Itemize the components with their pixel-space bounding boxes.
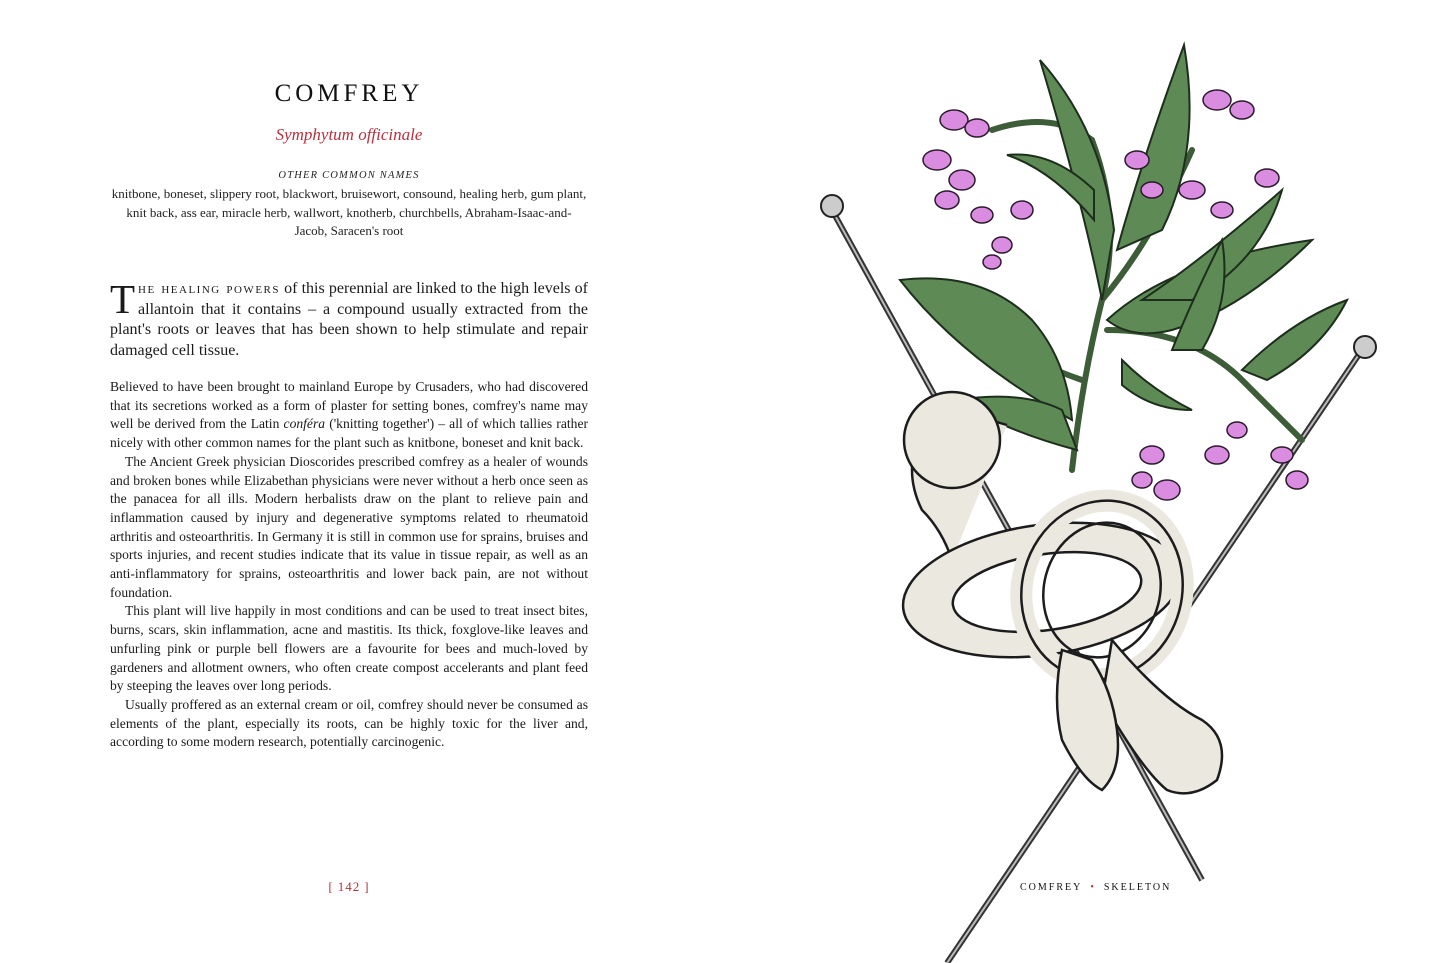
latin-name: Symphytum officinale xyxy=(275,125,423,144)
other-names-label: OTHER COMMON NAMES xyxy=(278,170,420,181)
paragraph-4: Usually proffered as an external cream or oil, comfrey should never be consumed as elements of the plant, especially its roots, can be highly toxic for the liver and, according to some modern research, potentially carcinogenic. xyxy=(110,696,588,750)
bracket-close: ] xyxy=(364,879,370,894)
paragraph-3: This plant will live happily in most conditions and can be used to treat insect bites, burns, scars, skin inflammation, acne and mastitis. Its thick, foxglove-like leaves and unfurling pink or purple bell flowers are a favourite for bees and much-loved by gardeners and allotment owners, who often create compost accelerants and plant feed by steeping the leaves over long periods. xyxy=(110,603,588,694)
illustration-caption xyxy=(1020,882,1171,893)
comfrey-skeleton-illustration xyxy=(722,0,1445,963)
other-names-text: knitbone, boneset, slippery root, blackwort, bruisewort, consound, healing herb, gum plant, knit back, ass ear, miracle herb, wallwort, knotherb, churchbells, Abraham-Isaac-and-Jacob, Saracen's root xyxy=(111,186,587,239)
page-number xyxy=(110,879,588,895)
paragraph-1-part-a: Believed to have been brought to mainland Europe by Crusaders, who had discovered that its secretions worked as a form of plaster for setting bones, comfrey's name may well be derived from the Latin xyxy=(110,379,588,432)
comfrey-leaves xyxy=(900,45,1347,450)
page-number-value: 142 xyxy=(337,879,361,894)
lead-text: of this perennial are linked to the high levels of allantoin that it contains – a compound usually extracted from the plant's roots or leaves that has been shown to help stimulate and repair damaged cell tissue. xyxy=(110,280,588,359)
bracket-open: [ xyxy=(328,879,334,894)
paragraph-1 xyxy=(110,378,588,453)
drop-cap: T xyxy=(110,276,136,322)
caption-separator: • xyxy=(1090,882,1096,893)
caption-right: SKELETON xyxy=(1103,882,1172,893)
caption-left: COMFREY xyxy=(1020,882,1083,893)
lead-small-caps: he healing powers xyxy=(138,280,280,297)
latin-word: conféra xyxy=(283,416,326,432)
page-title: COMFREY xyxy=(274,80,424,107)
paragraph-1-part-b: ('knitting together') – all of which tallies rather nicely with other common names for the plant such as knitbone, boneset and knit back. xyxy=(110,416,589,451)
knotted-bone-icon xyxy=(894,392,1222,793)
lead-paragraph xyxy=(110,276,588,361)
body-text xyxy=(110,378,588,752)
left-page xyxy=(0,0,722,963)
right-page xyxy=(722,0,1445,963)
paragraph-2: The Ancient Greek physician Dioscorides prescribed comfrey as a healer of wounds and broken bones while Elizabethan physicians were never without a herb once seen as the panacea for all ills. Modern herbalists draw on the plant to relieve pain and inflammation caused by injury and degenerative symptoms related to rheumatoid arthritis and osteoarthritis. In Germany it is still in common use for sprains, bruises and sports injuries, and recent studies indicate that its value in tissue repair, as well as an anti-inflammatory for sprains, osteoarthritis and lower back pain, are not without foundation. xyxy=(110,453,588,600)
